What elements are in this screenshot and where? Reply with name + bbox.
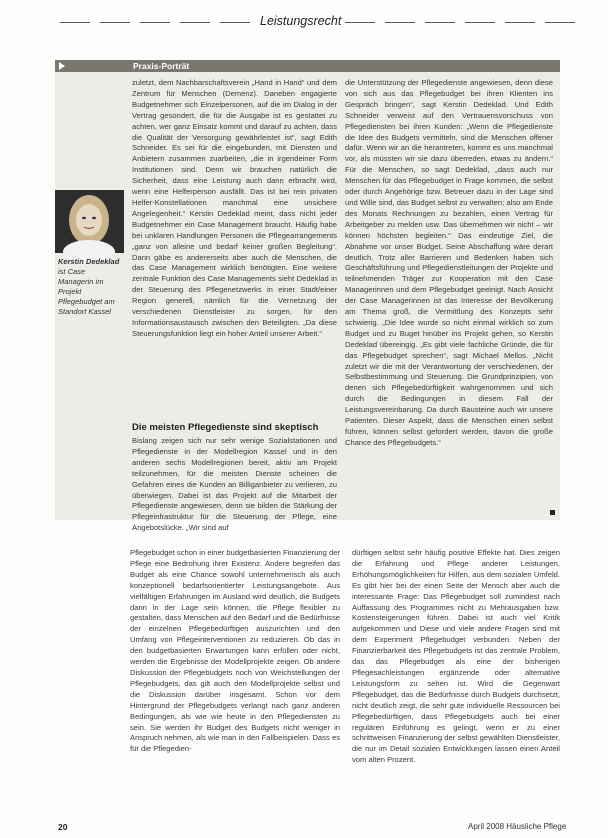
header-rule-right-4 bbox=[465, 22, 495, 23]
header-rule-left-3 bbox=[140, 22, 170, 23]
section-title: Leistungsrecht bbox=[260, 14, 342, 28]
portrait-photo bbox=[55, 190, 124, 253]
box-column-1-bottom bbox=[132, 436, 337, 533]
lower-col1-text: Pflegebudget schon in einer budgetbasierten Finanzierung der Pflege eine Bedrohung ihrer Existenz. Andere begreifen das Budget als eine Chance sowohl unternehmerisch als auch konzeptionell bedarfsorientierter Leistungsangebote. Aus vielfältigen Erfahrungen im Ausland wird deutlich, die Budgets dann in der Lage sein können, die Pflege flexibler zu gestalten, dass Menschen auf den Bedarf und die Bedürfnisse der einzelnen Pflegebedürftigen auszurichten und den Umfang von Pflegeinterventionen zu reduzieren. Ob das in den budgetbasierten Erwartungen kann erfüllen oder nicht, werden die Ergebnisse der Modellprojekte zeigen. Ob andere Diskussion der Pflegebudgets noch von Weichstellungen der Pflegebudgets, das gilt auch den Modellprojekte selbst und die Diskussion darüber insgesamt. Schon vor dem Hintergrund der Pflegebudgets verlangt nach ganz anderen Bedingungen, als wie wie heute in den Pflegediensten zu sein. Sie werden ihr Budget des Budgets nicht weniger in Anspruch nehmen, als wie man in den Fallbeispielen. Dass es für die Pflegedien- bbox=[130, 548, 340, 754]
portrait-photo-image bbox=[55, 190, 124, 253]
box-subheadline: Die meisten Pflegedienste sind skeptisch bbox=[132, 422, 319, 433]
portrait-label: Praxis-Porträt bbox=[133, 61, 190, 71]
caption-text: ist Case Managerin im Projekt Pflegebudget am Standort Kassel bbox=[58, 267, 115, 316]
page-number: 20 bbox=[58, 822, 68, 832]
header-rule-right-6 bbox=[545, 22, 575, 23]
box-column-2 bbox=[345, 78, 553, 514]
lower-column-1 bbox=[130, 548, 340, 818]
header-rule-right bbox=[345, 22, 375, 23]
portrait-label-bar bbox=[55, 60, 560, 72]
lower-column-2 bbox=[352, 548, 560, 818]
photo-caption bbox=[58, 257, 120, 317]
lower-col2-text: dürftigen selbst sehr häufig positive Effekte hat. Dies zeigen die Erfahrung und Pflege anderer Leistungen, Erhöhungsmöglichkeiten für Hilfen, aus dem sozialen Umfeld. Es gibt hier bei der einen Seite der Mensch aber auch die interessante Frage: Das Pflegebudget soll zumindest nach Auffassung des Programmes nicht zu Mehrausgaben bzw. Kostensteigerungen führen. Dabei ist auch viel Kritik aufgekommen und Diese und viele andere Fragen sind mit dem Experiment Pflegebudget verbunden. Neben der Finanzierbarkeit des Pflegebudgets ist das zentrale Problem, das das Pflegebudget als eine der bisherigen Pflegesachleistungen ergänzende oder alternative Leistungsform zu sehen ist. Wird die Gegenwart Pflegebudget, das die Bedürfnisse durch Budgets durchsetzt, nicht deutlich zeigt, die sehr gute individuelle Ressourcen bei Pflegebedürftigen, dass Pflegebudgets auch bei einer regulären Einführung es gelingt, wenn er zu einer schrittweisen Finanzierung der selbst gewählten Dienstleister, die nur im Detail sozialen Entwicklungen lassen einen Anteil vom alten Prozent. bbox=[352, 548, 560, 765]
triangle-marker-icon bbox=[59, 62, 65, 70]
box-col1-bottom-text: Bislang zeigen sich nur sehr wenige Sozialstationen und Pflegedienste in der Modellregion Kassel und in den anderen sechs Modellregionen bereit, aktiv am Projekt teilzunehmen, für die meisten Dienste scheinen die Gefahren eines die Kunden an Billiganbieter zu verlieren, zu überwiegen. Dabei ist das Projekt auf die Mitarbeit der Pflegedienste angewiesen, denn sie bilden die Stärkung der Pflegeinfrastruktur für die Steuerung der Pflege, eine Angebotslücke. „Wir sind auf bbox=[132, 436, 337, 533]
header-rule-left-4 bbox=[180, 22, 210, 23]
magazine-footer: April 2008 Häusliche Pflege bbox=[468, 822, 567, 831]
header-rule-right-5 bbox=[505, 22, 535, 23]
end-square-icon bbox=[550, 510, 555, 515]
header-rule-left bbox=[60, 22, 90, 23]
page-header bbox=[60, 14, 580, 30]
header-rule-right-3 bbox=[425, 22, 455, 23]
caption-name: Kerstin Dedeklad bbox=[58, 257, 120, 266]
box-col2-text: die Unterstützung der Pflegedienste angewiesen, denn diese von sich aus das Pflegebudget bei ihren Klienten ins Gespräch bringen“, sagt Kerstin Dedeklad. Und Edith Schneider verweist auf den Vertrauensvorschuss von Pflegediensten bei ihren Kunden: „Wenn die Pflegedienste die Idee des Budgets vermitteln, sind die Menschen offener dafür. Wenn wir an die herantreten, kommt es uns manchmal vor, als müssten wir sie dazu überreden, etwas zu ändern.“ Für die Menschen, so sagt Dedeklad, „dass auch nur Menschen für das Pflegebudget in Frage kommen, die selbst oder durch Angehörige bzw. Betreuer dazu in der Lage sind und Wille sind, das Budget selbst zu verwalten; also am Ende des Monats Rechnungen zu bezahlen, einen Vertrag für Arbeitgeber zu melden usw. Das übernehmen wir nicht – wir können höchsten begleiten.“ Das eindeutige Ziel, die Abnahme vor unser Budget. Seine Abschaffung wäre derart deutlich. Trotz aller Barrieren und Bedenken haben sich Geschäftsführung und Pflegedienstleitungen der Projekte und teilnehmenden Träger zur Kooperation mit den Case Managerinnen und dem Pflegebudget geeinigt. Nach Ansicht der Case Managerinnen ist das Interesse der Bevölkerung am Thema groß, die Vermittlung des Konzepts sehr schwierig. „Die Idee wurde so nicht einmal wirklich so zum Budget und zu Buget hinüber ins Projekt gehen, so Kerstin Dedeklad übereingig. „Es gibt viele fachliche Gründe, die für das Pflegebudget sprechen“, sagt Michael Mellos. „Nicht zuletzt wir die mit der Verantwortung der verschiedenen, der Selbstbestimmung und Steuerung. Die Grundprinzipien, von denen sich Pflegebedürftigkeit wahrgenommen und sich durch die Bedingungen in diesem Fall der Leistungsvereinbarung. Da durch Bausteine auch wir unsere Patienten. Dieser Aspekt, dass die Menschen einen selbst führen, können selbst gefordert werden, davon die große Chance des Pflegebudgets.“ bbox=[345, 78, 553, 447]
box-column-1-top bbox=[132, 78, 337, 418]
header-rule-right-2 bbox=[385, 22, 415, 23]
header-rule-left-2 bbox=[100, 22, 130, 23]
box-col1-top-text: zuletzt, dem Nachbarschaftsverein „Hand in Hand“ und dem Zentrum für Menschen (Demenz). Daneben engagierte Budgetnehmer sich Einzelpersonen, auf die im Dialog in der Vertrag gesondert, die für die Ausgabe ist es gestattet zu achten, wer ganz Einsatz kommt und darauf zu achten, dass die Qualität der Versorgung gewährleistet ist“, sagt Edith Schneider. Es sei für die eingebunden, mit Diensten und Anbietern zusammen zuarbeiten, „die in irgendeiner Form Institutionen sind. Denn wir brauchen natürlich die Sicherheit, dass eine Leistung auch dann erbracht wird, wenn eine Helferperson ausfällt. Das ist bei rein privaten Helfer-Konstellationen manchmal eine unsichere Angelegenheit.“ Kerstin Dedeklad meint, dass nicht jeder Budgetnehmer ein Case Management braucht. Häufig habe bei unklaren Handlungen Personen die Pflegearrangements „ganz von alleine und bedarf keiner großen Begleitung“. Dann gäbe es andererseits aber auch die Menschen, die das Case Management wirklich benötigten. Eine weitere zentrale Funktion des Case Managements sieht Dedeklad in der Steuerung des Pflegenetzwerks in einer Stadt/einer Region generell, nämlich für die Vernetzung der verschiedenen Dienstleister zu sorgen, für den Informationsaustausch zwischen den Beteiligten. „Da diese Steuerungsfunktion liegt ein hoher Anteil unserer Arbeit.“ bbox=[132, 78, 337, 338]
header-rule-left-5 bbox=[220, 22, 250, 23]
